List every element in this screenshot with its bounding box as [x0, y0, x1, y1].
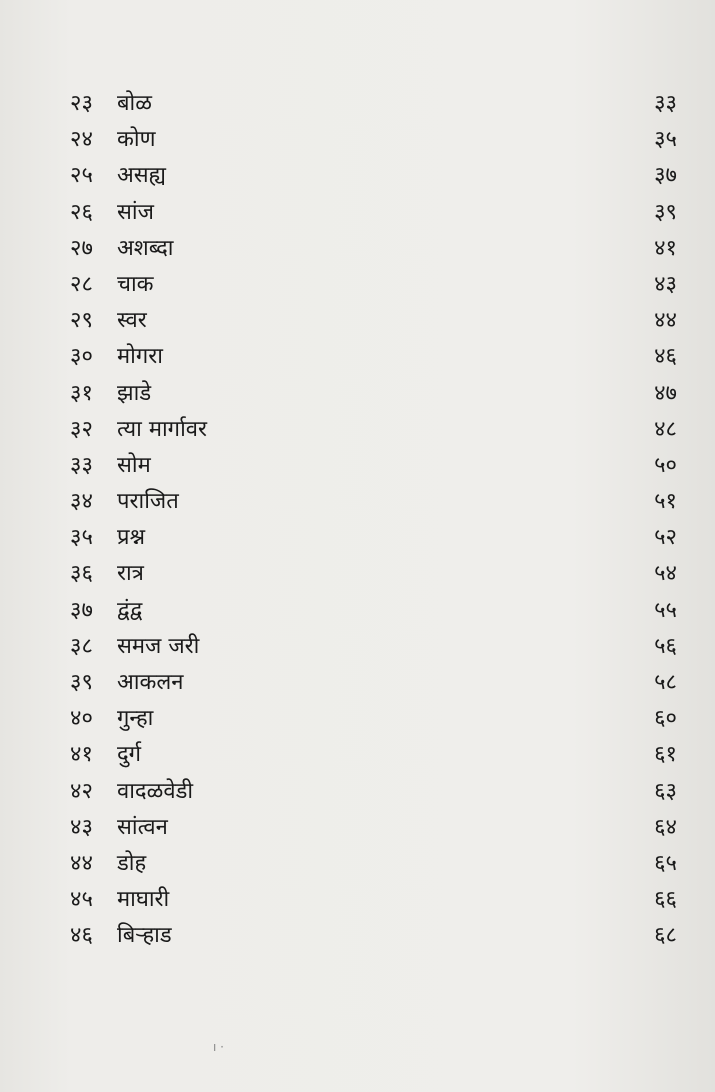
page-mark: ı ·: [213, 1040, 224, 1054]
entry-title: असह्य: [117, 163, 166, 189]
entry-title: वादळवेडी: [117, 778, 194, 804]
toc-entry: [0, 593, 715, 629]
toc-entry: [0, 122, 715, 158]
entry-title: कोण: [117, 127, 156, 153]
toc-entry: [0, 195, 715, 231]
entry-number: २३: [70, 91, 93, 116]
entry-number: ३९: [70, 670, 93, 695]
entry-title: बोळ: [117, 91, 152, 116]
entry-title: रात्र: [117, 561, 144, 587]
entry-page-number: ६५: [654, 850, 677, 876]
entry-number: ४३: [70, 814, 93, 840]
entry-page-number: ३७: [654, 163, 677, 189]
entry-number: २५: [70, 163, 93, 189]
entry-title: माघारी: [117, 887, 170, 913]
entry-page-number: ४३: [654, 271, 677, 297]
toc-entry: [0, 231, 715, 267]
toc-entry: [0, 665, 715, 701]
entry-title: प्रश्न: [117, 525, 146, 551]
entry-page-number: ५८: [654, 670, 677, 695]
entry-number: २७: [70, 235, 93, 261]
toc-entry: [0, 376, 715, 412]
entry-page-number: ६४: [654, 814, 677, 840]
entry-page-number: ४७: [654, 380, 677, 406]
entry-page-number: ३९: [654, 199, 677, 225]
entry-title: अशब्दा: [117, 235, 174, 261]
entry-title: द्वंद्व: [117, 597, 143, 623]
entry-page-number: ६०: [654, 706, 677, 732]
toc-entry: [0, 846, 715, 882]
entry-page-number: ६३: [654, 778, 677, 804]
entry-number: ४४: [70, 850, 93, 876]
entry-number: ४०: [70, 706, 93, 732]
toc-entry: [0, 448, 715, 484]
toc-entry: [0, 520, 715, 556]
entry-number: २६: [70, 199, 93, 225]
entry-title: सोम: [117, 452, 151, 478]
entry-title: पराजित: [117, 489, 179, 515]
entry-number: ३४: [70, 489, 93, 515]
entry-number: ३०: [70, 344, 93, 370]
entry-page-number: ५५: [654, 597, 677, 623]
entry-number: ४२: [70, 778, 93, 804]
entry-page-number: ५२: [654, 525, 677, 551]
entry-number: ४५: [70, 887, 93, 913]
entry-page-number: ४६: [654, 344, 677, 370]
entry-title: आकलन: [117, 670, 184, 695]
entry-title: चाक: [117, 271, 154, 297]
entry-title: समज जरी: [117, 633, 200, 659]
entry-page-number: ५६: [654, 633, 677, 659]
entry-title: सांज: [117, 199, 154, 225]
entry-page-number: ५४: [654, 561, 677, 587]
toc-entry: [0, 158, 715, 194]
entry-title: त्या मार्गावर: [117, 416, 207, 442]
toc-entry: [0, 810, 715, 846]
entry-page-number: ३५: [654, 127, 677, 153]
entry-page-number: ४१: [654, 235, 677, 261]
entry-page-number: ५१: [654, 489, 677, 515]
entry-page-number: ४४: [654, 308, 677, 334]
entry-title: बिऱ्हाड: [117, 923, 172, 949]
entry-title: गुन्हा: [117, 706, 154, 732]
entry-number: २९: [70, 308, 93, 334]
entry-title: स्वर: [117, 308, 147, 334]
toc-entry: [0, 774, 715, 810]
entry-number: ३१: [70, 380, 93, 406]
entry-number: २८: [70, 271, 93, 297]
toc-entry: [0, 267, 715, 303]
entry-number: ३३: [70, 452, 93, 478]
entry-number: ३८: [70, 633, 93, 659]
entry-page-number: ६८: [654, 923, 677, 949]
entry-page-number: ५०: [654, 452, 677, 478]
entry-title: सांत्वन: [117, 814, 168, 840]
entry-page-number: ४८: [654, 416, 677, 442]
toc-entry: [0, 484, 715, 520]
entry-number: ४६: [70, 923, 93, 949]
entry-title: झाडे: [117, 380, 152, 406]
toc-entry: [0, 556, 715, 592]
toc-entry: [0, 882, 715, 918]
entry-number: ३७: [70, 597, 93, 623]
toc-entry: [0, 86, 715, 122]
toc-entry: [0, 701, 715, 737]
entry-number: ४१: [70, 742, 93, 768]
toc-entry: [0, 918, 715, 954]
entry-number: ३५: [70, 525, 93, 551]
entry-title: मोगरा: [117, 344, 163, 370]
entry-title: दुर्ग: [117, 742, 142, 768]
table-of-contents: [0, 86, 715, 955]
toc-entry: [0, 339, 715, 375]
entry-page-number: ६१: [654, 742, 677, 768]
toc-entry: [0, 737, 715, 773]
toc-entry: [0, 412, 715, 448]
entry-number: ३२: [70, 416, 93, 442]
entry-number: ३६: [70, 561, 93, 587]
entry-page-number: ३३: [654, 91, 677, 116]
toc-entry: [0, 303, 715, 339]
toc-entry: [0, 629, 715, 665]
entry-page-number: ६६: [654, 887, 677, 913]
entry-number: २४: [70, 127, 93, 153]
entry-title: डोह: [117, 850, 147, 876]
